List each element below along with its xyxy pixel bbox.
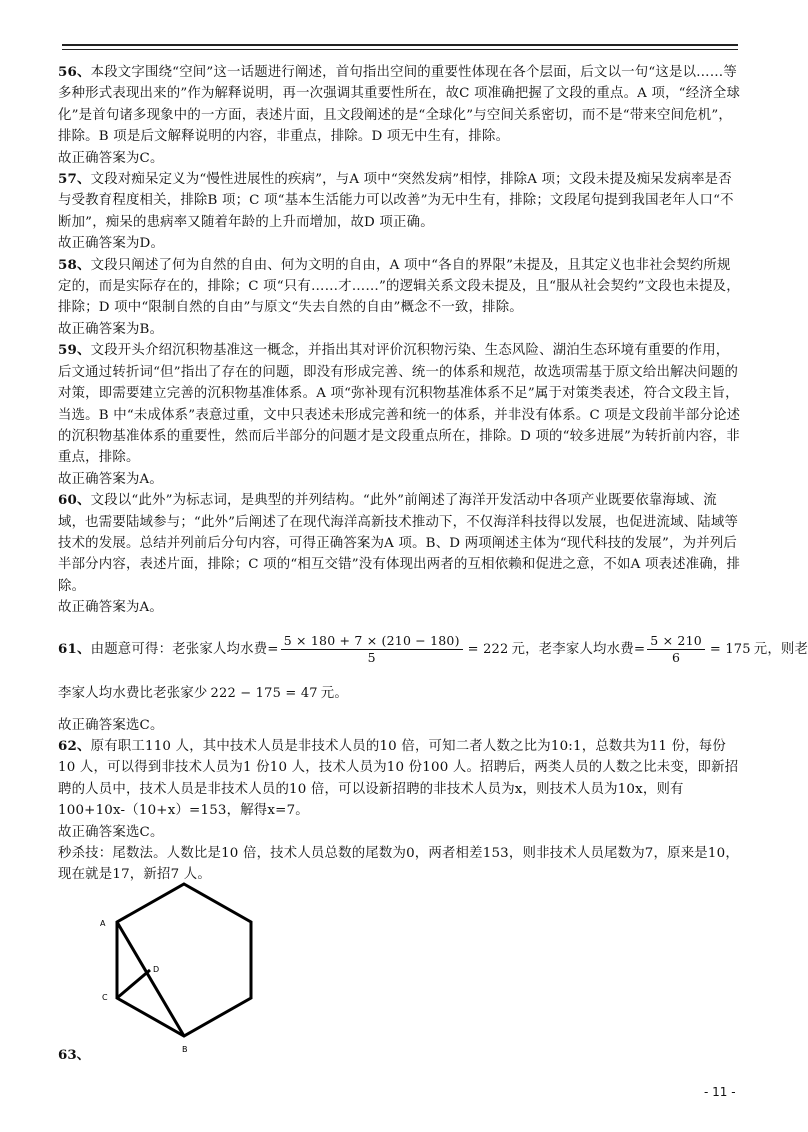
q61-fraction-li-numerator: 5 × 210 <box>647 633 705 650</box>
page-body <box>58 62 808 886</box>
paragraph-text: 文段开头介绍沉积物基准这一概念，并指出其对评价沉积物污染、生态风险、湖泊生态环境有重要的作用，后文通过转折词“但”指出了存在的问题，即没有形成完善、统一的体系和规范，故选项需基于原文给出解决问题的对策，即需要建立完善的沉积物基准体系。A 项“弥补现有沉积物基准体系不足”属于对策类表述，符合文段主旨，当选。B 中“未成体系”表意过重，文中只表述未形成完善和统一的体系，并非没有体系。C 项是文段前半部分论述的沉积物基准体系的重要性，然而后半部分的问题才是文段重点所在，排除。D 项的“较多进展”为转折前内容，非重点，排除。 <box>58 343 741 466</box>
answer-conclusion <box>58 469 742 490</box>
segment-cd <box>117 970 150 998</box>
question-number: 60、 <box>58 492 91 509</box>
q61-result-zhang: = 222 <box>467 641 509 657</box>
header-rule-thick <box>62 44 738 46</box>
q61-result-li: = 175 <box>709 641 751 657</box>
q61-fraction-zhang <box>281 633 463 666</box>
paragraph-text: 文段以“此外”为标志词，是典型的并列结构。“此外”前阐述了海洋开发活动中各项产业既要依靠海域、流域，也需要陆域参与；“此外”后阐述了在现代海洋高新技术推动下，不仅海洋科技得以发展，也促进流域、陆域等技术的发展。总结并列前后分句内容，可得正确答案为A 项。B、D 两项阐述主体为“现代科技的发展”，为并列后半部分内容，表述片面，排除；C 项的“相互交错”没有体现出两者的互相依赖和促进之意，不如A 项表述准确，排除。 <box>58 493 741 594</box>
question-number: 58、 <box>58 256 91 273</box>
answer-paragraphs-56-60 <box>58 62 742 619</box>
q61-line2-unit: 元。 <box>320 685 348 701</box>
answer-paragraph <box>58 169 742 233</box>
q61-difference: 222 − 175 = 47 <box>210 685 318 701</box>
q61-fraction-li-denominator: 6 <box>671 650 681 666</box>
paragraph-text: 本段文字围绕“空间”这一话题进行阐述，首句指出空间的重要性体现在各个层面，后文以一句“这是以……等多种形式表现出来的”作为解释说明，再一次强调其重要性所在，故C 项准确把握了文段的重点。A 项，“经济全球化”是首句诸多现象中的一方面，表述片面，且文段阐述的是“全球化”与空间关系密切，而不是“带来空间危机”，排除。B 项是后文解释说明的内容，非重点，排除。D 项无中生有，排除。 <box>58 65 741 145</box>
answer-paragraph <box>58 255 742 319</box>
q61-number: 61、 <box>58 640 91 657</box>
question-63-number: 63、 <box>58 1047 91 1063</box>
answer-conclusion <box>58 597 742 618</box>
answer-paragraph <box>58 490 742 597</box>
paragraph-text: 故正确答案为B。 <box>58 321 164 337</box>
q61-second-line <box>58 679 742 709</box>
question-number: 56、 <box>58 64 91 80</box>
answer-paragraphs-62 <box>58 736 742 886</box>
answer-conclusion <box>58 148 742 169</box>
label-a: A <box>100 919 106 928</box>
q61-answer: 故正确答案选C。 <box>58 717 164 733</box>
segment-ab <box>117 922 184 1036</box>
answer-conclusion <box>58 319 742 340</box>
paragraph-text: 故正确答案为D。 <box>58 236 165 252</box>
answer-conclusion <box>58 822 742 843</box>
q61-unit-text-1: 元，老李家人均水费= <box>511 641 646 657</box>
q61-lead-text: 由题意可得：老张家人均水费= <box>90 641 279 657</box>
question-number: 59、 <box>58 342 91 359</box>
question-number: 57、 <box>58 171 91 188</box>
paragraph-text: 原有职工110 人，其中技术人员是非技术人员的10 倍，可知二者人数之比为10:1，总数共为11 份，每份10 人，可以得到非技术人员为1 份10 人，技术人员为10 份100 人。招聘后，两类人员的人数之比未变，即新招聘的人员中，技术人员是非技术人员的10 倍，可以设新招聘的非技术人员为x，则技术人员为10x，则有100+10x-（10+x）=153，解得x=7。 <box>58 738 739 819</box>
paragraph-text: 秒杀技：尾数法。人数比是10 倍，技术人员总数的尾数为0，两者相差153，则非技术人员尾数为7，原来是10，现在就是17，新招7 人。 <box>58 846 739 883</box>
question-61 <box>58 625 808 736</box>
q61-unit-text-2: 元，则老 <box>753 641 808 657</box>
hexagon-outline <box>117 884 251 1036</box>
paragraph-text: 故正确答案选C。 <box>58 824 164 840</box>
answer-paragraph <box>58 340 742 468</box>
hexagon-diagram <box>96 872 276 1062</box>
label-b: B <box>182 1045 188 1054</box>
answer-conclusion <box>58 233 742 254</box>
answer-paragraph <box>58 62 742 148</box>
label-d: D <box>153 965 160 974</box>
paragraph-text: 文段只阐述了何为自然的自由、何为文明的自由，A 项中“各自的界限”未提及，且其定义也非社会契约所规定的，而是实际存在的，排除；C 项“只有……才……”的逻辑关系文段未提及，且“服从社会契约”文段也未提及，排除；D 项中“限制自然的自由”与原文“失去自然的自由”概念不一致，排除。 <box>58 257 740 316</box>
label-c: C <box>102 993 108 1002</box>
q61-fraction-zhang-denominator: 5 <box>367 650 376 666</box>
paragraph-text: 故正确答案为C。 <box>58 150 164 166</box>
hexagon-figure <box>96 872 276 1062</box>
question-number: 62、 <box>58 737 91 754</box>
answer-paragraph <box>58 736 742 822</box>
q61-fraction-li <box>647 633 705 666</box>
header-rule-thin <box>62 49 738 50</box>
page-number: - 11 - <box>704 1085 736 1099</box>
q61-formula-line <box>58 625 808 675</box>
paragraph-text: 故正确答案为A。 <box>58 600 164 616</box>
q61-fraction-zhang-numerator: 5 × 180 + 7 × (210 − 180) <box>281 633 463 650</box>
paragraph-text: 故正确答案为A。 <box>58 471 164 487</box>
q61-line2-lead: 李家人均水费比老张家少 <box>58 685 208 701</box>
paragraph-text: 文段对痴呆定义为“慢性进展性的疾病”，与A 项中“突然发病”相悖，排除A 项；文段未提及痴呆发病率是否与受教育程度相关，排除B 项；C 项“基本生活能力可以改善”为无中生有，排除；文段尾句提到我国老年人口“不断加”，痴呆的患病率又随着年龄的上升而增加，故D 项正确。 <box>58 172 734 230</box>
